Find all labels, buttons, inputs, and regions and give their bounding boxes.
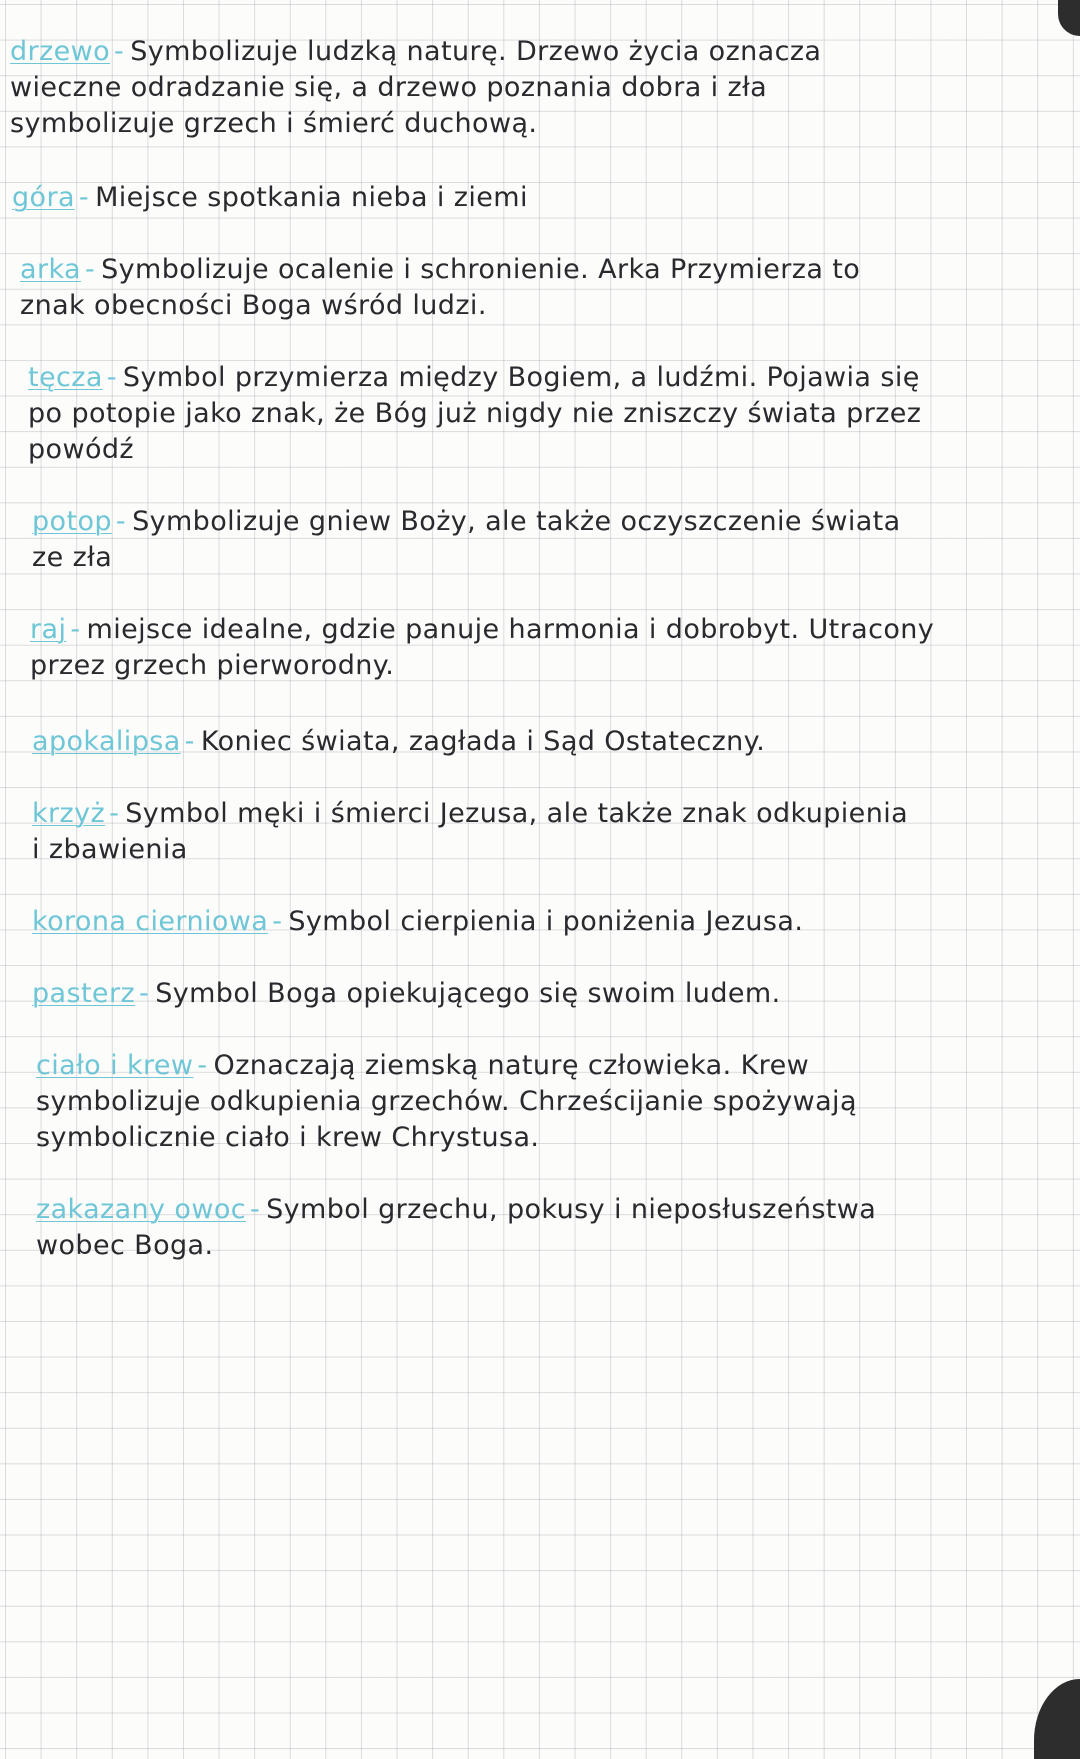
entry-definition: Symbol przymierza między Bogiem, a ludźmi. Pojawia się po potopie jako znak, że Bóg już nigdy nie zniszczy świata przez powódź	[28, 362, 922, 465]
entry-definition: Symbol grzechu, pokusy i nieposłuszeństwa wobec Boga.	[36, 1194, 877, 1261]
glossary-entry	[36, 1192, 956, 1264]
entry-dash: -	[115, 506, 127, 537]
glossary-entry	[12, 180, 902, 216]
entry-definition: Symbolizuje gniew Boży, ale także oczyszczenie świata ze zła	[32, 506, 901, 573]
entry-dash: -	[184, 726, 195, 757]
entry-term: raj	[30, 614, 67, 645]
glossary-entry	[32, 904, 992, 940]
entry-term: ciało i krew	[36, 1050, 194, 1081]
entry-definition: Symbolizuje ocalenie i schronienie. Arka Przymierza to znak obecności Boga wśród ludzi.	[20, 254, 861, 321]
entry-definition: Koniec świata, zagłada i Sąd Ostateczny.	[200, 726, 766, 757]
entry-definition: Miejsce spotkania nieba i ziemi	[95, 182, 528, 213]
entry-term: apokalipsa	[32, 726, 181, 757]
entry-definition: Symbolizuje ludzką naturę. Drzewo życia oznacza wieczne odradzanie się, a drzewo poznania dobra i zła symbolizuje grzech i śmierć duchową.	[10, 36, 822, 139]
glossary-entry	[32, 504, 912, 576]
entry-term: zakazany owoc	[36, 1194, 246, 1225]
entry-dash: -	[272, 906, 283, 937]
entry-definition: Symbol cierpienia i poniżenia Jezusa.	[288, 906, 804, 937]
entry-term: potop	[32, 506, 112, 537]
glossary-entry	[32, 724, 972, 760]
entry-dash: -	[84, 254, 96, 285]
entry-term: drzewo	[10, 36, 111, 67]
entry-dash: -	[78, 182, 90, 213]
glossary-entry	[28, 360, 948, 468]
entry-term: pasterz	[32, 978, 136, 1009]
entry-term: krzyż	[32, 798, 106, 829]
entry-dash: -	[109, 798, 120, 829]
page-corner-shadow	[1034, 1679, 1080, 1759]
page-corner-shadow	[1058, 0, 1080, 36]
glossary-entry	[32, 976, 992, 1012]
entry-term: tęcza	[28, 362, 103, 393]
glossary-entry	[30, 612, 990, 684]
entry-definition: Symbol Boga opiekującego się swoim ludem.	[155, 978, 781, 1009]
entry-definition: Oznaczają ziemską naturę człowieka. Krew symbolizuje odkupienia grzechów. Chrześcijanie spożywają symbolicznie ciało i krew Chrystusa.	[36, 1050, 857, 1153]
entry-term: góra	[12, 182, 75, 213]
entry-dash: -	[197, 1050, 208, 1081]
entry-definition: Symbol męki i śmierci Jezusa, ale także znak odkupienia i zbawienia	[32, 798, 909, 865]
entry-dash: -	[70, 614, 81, 645]
entry-dash: -	[114, 36, 125, 67]
entry-dash: -	[249, 1194, 261, 1225]
glossary-entry	[36, 1048, 936, 1156]
entry-dash: -	[106, 362, 117, 393]
glossary-entry	[10, 34, 900, 142]
entry-term: arka	[20, 254, 81, 285]
glossary-entry	[32, 796, 912, 868]
glossary-entry	[20, 252, 920, 324]
entry-definition: miejsce idealne, gdzie panuje harmonia i dobrobyt. Utracony przez grzech pierworodny.	[30, 614, 935, 681]
entry-dash: -	[139, 978, 150, 1009]
entry-term: korona cierniowa	[32, 906, 269, 937]
